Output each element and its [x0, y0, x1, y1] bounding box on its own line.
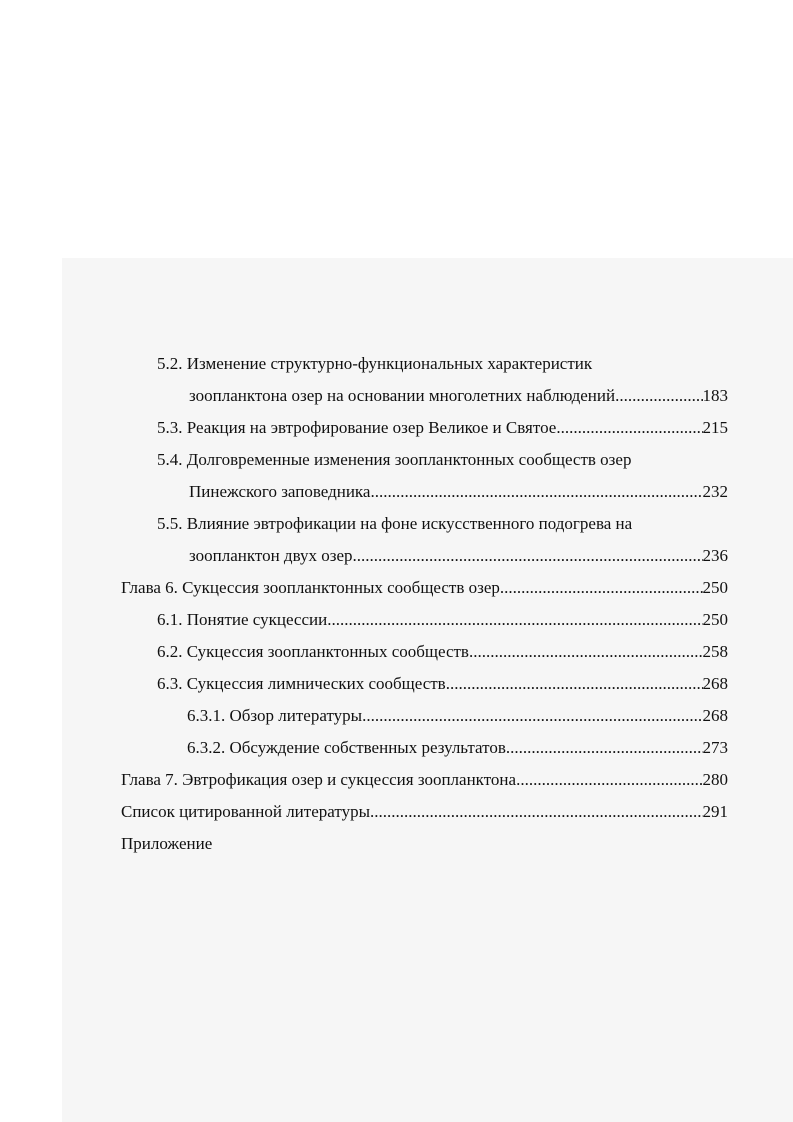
toc-entry-text: зоопланктон двух озер — [189, 546, 353, 565]
toc-entry-text: Пинежского заповедника — [189, 482, 371, 501]
toc-entry-text: 6.3. Сукцессия лимнических сообществ — [157, 674, 446, 693]
toc-leader-dots — [615, 380, 702, 412]
toc-page-number: 273 — [702, 738, 728, 757]
toc-entry — [0, 412, 793, 444]
toc-page-number: 236 — [702, 546, 728, 565]
toc-entry — [0, 700, 793, 732]
toc-leader-dots — [362, 700, 702, 732]
toc-entry-text: 6.3.1. Обзор литературы — [187, 706, 363, 725]
toc-page-number: 183 — [702, 386, 728, 405]
toc-entry-text: 5.4. Долговременные изменения зоопланктонных сообществ озер — [157, 450, 632, 469]
toc-entry — [0, 732, 793, 764]
toc-page-number: 215 — [702, 418, 728, 437]
toc-page-number: 250 — [702, 610, 728, 629]
toc-leader-dots — [469, 636, 703, 668]
toc-page-number: 280 — [702, 770, 728, 789]
toc-leader-dots — [446, 668, 703, 700]
toc-entry — [0, 636, 793, 668]
toc-entry — [0, 540, 793, 572]
toc-entry-text: Глава 6. Сукцессия зоопланктонных сообществ озер — [121, 578, 500, 597]
toc-entry — [0, 796, 793, 828]
toc-leader-dots — [556, 412, 702, 444]
toc-page-number: 258 — [702, 642, 728, 661]
toc-entry — [0, 476, 793, 508]
toc-entry-text: 6.2. Сукцессия зоопланктонных сообществ — [157, 642, 469, 661]
toc-page-number: 291 — [702, 802, 728, 821]
toc-page-number: 232 — [702, 482, 728, 501]
toc-page-number: 268 — [702, 674, 728, 693]
toc-entry-text: Приложение — [121, 834, 213, 853]
toc-leader-dots — [500, 572, 703, 604]
toc-entry — [0, 572, 793, 604]
toc-leader-dots — [506, 732, 703, 764]
toc-entry-text: 5.5. Влияние эвтрофикации на фоне искусственного подогрева на — [157, 514, 633, 533]
toc-entry — [0, 764, 793, 796]
toc-leader-dots — [370, 796, 703, 828]
table-of-contents — [0, 348, 793, 860]
toc-entry — [0, 348, 793, 380]
toc-leader-dots — [370, 476, 702, 508]
toc-entry — [0, 444, 793, 476]
toc-entry-text: 6.3.2. Обсуждение собственных результатов — [187, 738, 506, 757]
toc-entry-text: зоопланктона озер на основании многолетних наблюдений — [189, 386, 616, 405]
toc-leader-dots — [516, 764, 702, 796]
toc-entry-text: Глава 7. Эвтрофикация озер и сукцессия зоопланктона — [121, 770, 517, 789]
toc-leader-dots — [353, 540, 703, 572]
toc-entry-text: 6.1. Понятие сукцессии — [157, 610, 328, 629]
toc-leader-dots — [327, 604, 702, 636]
toc-entry-text: Список цитированной литературы — [121, 802, 370, 821]
toc-entry — [0, 508, 793, 540]
toc-entry-text: 5.2. Изменение структурно-функциональных характеристик — [157, 354, 593, 373]
toc-entry — [0, 828, 793, 860]
toc-entry — [0, 604, 793, 636]
toc-page-number: 250 — [702, 578, 728, 597]
toc-entry — [0, 668, 793, 700]
toc-page-number: 268 — [702, 706, 728, 725]
toc-entry — [0, 380, 793, 412]
toc-entry-text: 5.3. Реакция на эвтрофирование озер Великое и Святое — [157, 418, 557, 437]
